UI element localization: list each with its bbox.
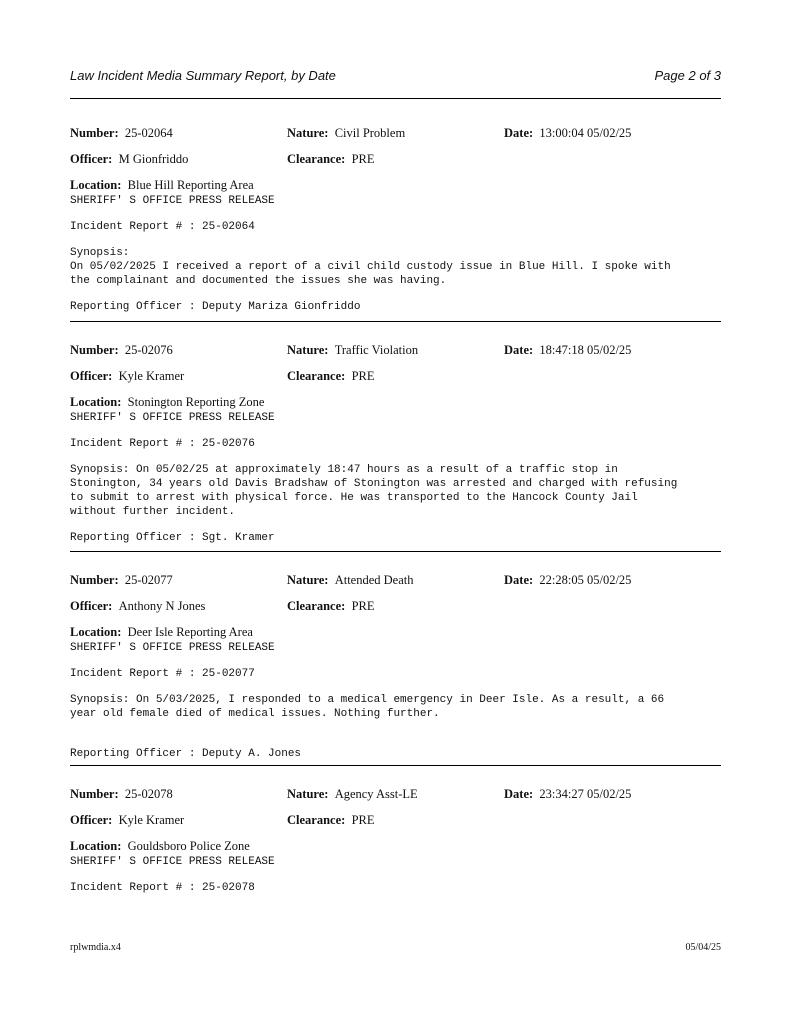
- officer-label: Officer:: [70, 599, 113, 613]
- incident-nature: Traffic Violation: [334, 343, 419, 357]
- clearance-value: PRE: [351, 152, 375, 166]
- date-label: Date:: [504, 573, 534, 587]
- incident-report-line: Incident Report # : 25-02064: [70, 221, 255, 233]
- nature-label: Nature:: [287, 343, 329, 357]
- location-label: Location:: [70, 395, 122, 409]
- record-row-secondary: [70, 152, 721, 168]
- date-label: Date:: [504, 126, 534, 140]
- synopsis-text: Synopsis: On 5/03/2025, I responded to a medical emergency in Deer Isle. As a result, a 66 year old female died of medical issues. Nothing further.: [70, 694, 665, 720]
- nature-label: Nature:: [287, 126, 329, 140]
- record-row-secondary: [70, 813, 721, 829]
- synopsis-text: Synopsis: On 05/02/25 at approximately 18:47 hours as a result of a traffic stop in Stonington, 34 years old Davis Bradshaw of Stonington was arrested and charged with refusing to submit to arrest with physical force. He was transported to the Hancock County Jail without further incident.: [70, 464, 678, 518]
- record-row-location: [70, 625, 721, 641]
- report-title: Law Incident Media Summary Report, by Date: [70, 68, 336, 83]
- incident-number: 25-02064: [124, 126, 173, 140]
- location-value: Stonington Reporting Zone: [127, 395, 265, 409]
- nature-label: Nature:: [287, 573, 329, 587]
- incident-nature: Attended Death: [334, 573, 414, 587]
- number-label: Number:: [70, 573, 119, 587]
- incident-record: [70, 573, 721, 761]
- number-label: Number:: [70, 787, 119, 801]
- clearance-label: Clearance:: [287, 599, 346, 613]
- record-divider: [70, 765, 721, 766]
- incident-date: 22:28:05 05/02/25: [539, 573, 632, 587]
- record-divider: [70, 551, 721, 552]
- incident-date: 13:00:04 05/02/25: [539, 126, 632, 140]
- location-label: Location:: [70, 625, 122, 639]
- officer-label: Officer:: [70, 813, 113, 827]
- incident-report-line: Incident Report # : 25-02077: [70, 668, 255, 680]
- incident-report-line: Incident Report # : 25-02076: [70, 438, 255, 450]
- reporting-officer-line: Reporting Officer : Sgt. Kramer: [70, 532, 275, 544]
- press-release-line: SHERIFF' S OFFICE PRESS RELEASE: [70, 642, 275, 654]
- number-label: Number:: [70, 126, 119, 140]
- nature-label: Nature:: [287, 787, 329, 801]
- record-row-secondary: [70, 369, 721, 385]
- press-release-line: SHERIFF' S OFFICE PRESS RELEASE: [70, 412, 275, 424]
- reporting-officer-line: Reporting Officer : Deputy Mariza Gionfriddo: [70, 301, 361, 313]
- location-value: Gouldsboro Police Zone: [127, 839, 250, 853]
- incident-nature: Civil Problem: [334, 126, 406, 140]
- page-number: Page 2 of 3: [654, 68, 721, 83]
- incident-nature: Agency Asst-LE: [334, 787, 418, 801]
- record-row-secondary: [70, 599, 721, 615]
- record-row-primary: [70, 343, 721, 359]
- incident-number: 25-02077: [124, 573, 173, 587]
- incident-date: 23:34:27 05/02/25: [539, 787, 632, 801]
- officer-name: Kyle Kramer: [118, 813, 185, 827]
- incident-record: [70, 126, 721, 314]
- clearance-label: Clearance:: [287, 152, 346, 166]
- record-row-location: [70, 395, 721, 411]
- press-release-line: SHERIFF' S OFFICE PRESS RELEASE: [70, 195, 275, 207]
- officer-name: M Gionfriddo: [118, 152, 189, 166]
- record-row-primary: [70, 126, 721, 142]
- footer-report-code: rplwmdia.x4: [70, 942, 121, 953]
- press-release-line: SHERIFF' S OFFICE PRESS RELEASE: [70, 856, 275, 868]
- number-label: Number:: [70, 343, 119, 357]
- officer-name: Anthony N Jones: [118, 599, 206, 613]
- reporting-officer-line: Reporting Officer : Deputy A. Jones: [70, 748, 302, 760]
- record-row-location: [70, 839, 721, 855]
- record-divider: [70, 321, 721, 322]
- location-value: Blue Hill Reporting Area: [127, 178, 254, 192]
- clearance-value: PRE: [351, 369, 375, 383]
- clearance-value: PRE: [351, 599, 375, 613]
- synopsis-text: Synopsis: On 05/02/2025 I received a report of a civil child custody issue in Blue Hill. I spoke with the complainant and documented the issues she was having.: [70, 247, 671, 287]
- incident-date: 18:47:18 05/02/25: [539, 343, 632, 357]
- location-value: Deer Isle Reporting Area: [127, 625, 253, 639]
- incident-report-line: Incident Report # : 25-02078: [70, 882, 255, 894]
- location-label: Location:: [70, 839, 122, 853]
- location-label: Location:: [70, 178, 122, 192]
- clearance-label: Clearance:: [287, 813, 346, 827]
- record-row-primary: [70, 573, 721, 589]
- officer-name: Kyle Kramer: [118, 369, 185, 383]
- clearance-label: Clearance:: [287, 369, 346, 383]
- incident-number: 25-02076: [124, 343, 173, 357]
- officer-label: Officer:: [70, 152, 113, 166]
- record-row-primary: [70, 787, 721, 803]
- date-label: Date:: [504, 343, 534, 357]
- incident-number: 25-02078: [124, 787, 173, 801]
- footer-print-date: 05/04/25: [685, 942, 721, 953]
- header-divider: [70, 98, 721, 99]
- record-row-location: [70, 178, 721, 194]
- incident-record: [70, 343, 721, 545]
- clearance-value: PRE: [351, 813, 375, 827]
- date-label: Date:: [504, 787, 534, 801]
- incident-record: [70, 787, 721, 895]
- officer-label: Officer:: [70, 369, 113, 383]
